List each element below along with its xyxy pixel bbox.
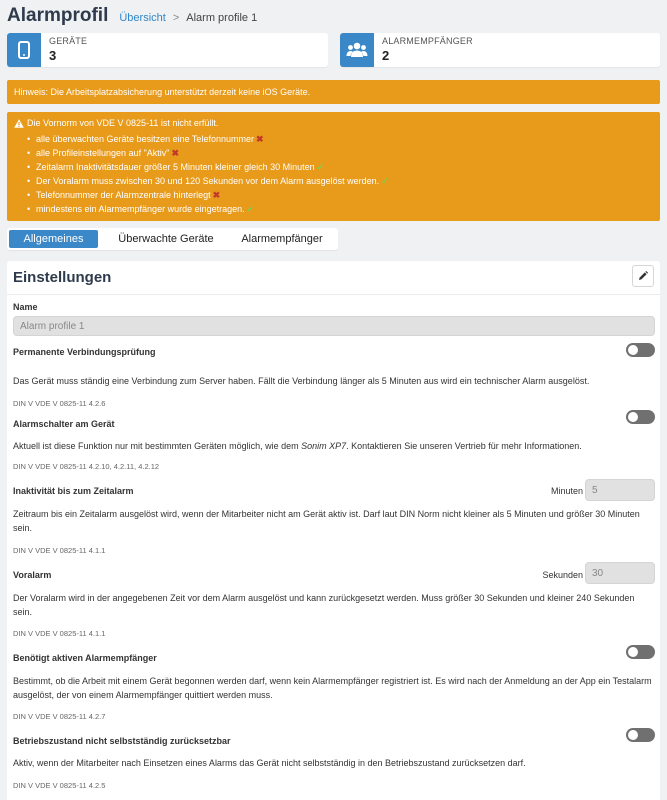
norm-check-item: • Zeitalarm Inaktivitätsdauer größer 5 Minuten kleiner gleich 30 Minuten ✓ xyxy=(36,160,660,174)
name-label: Name xyxy=(13,302,38,312)
breadcrumb-overview-link[interactable]: Übersicht xyxy=(119,12,166,24)
ios-notice: Hinweis: Die Arbeitsplatzabsicherung unterstützt derzeit keine iOS Geräte. xyxy=(7,80,660,104)
inactivity-desc: Zeitraum bis ein Zeitalarm ausgelöst wird, wenn der Mitarbeiter nicht am Gerät aktiv ist. Darf laut DIN Norm nicht kleiner als 5 Minuten und größer 30 Minuten sein. xyxy=(13,509,640,533)
permanent-connection-label: Permanente Verbindungsprüfung xyxy=(13,347,156,357)
inactivity-minutes-input[interactable] xyxy=(585,479,655,501)
permanent-connection-norm: DIN V VDE V 0825-11 4.2.6 xyxy=(13,399,106,408)
profile-tabs xyxy=(7,228,338,250)
prealarm-desc: Der Voralarm wird in der angegebenen Zeit vor dem Alarm ausgelöst und kann zurückgesetzt werden. Muss größer 30 Sekunden und kleiner 240 Sekunden sein. xyxy=(13,593,635,617)
warning-icon xyxy=(14,119,24,128)
inactivity-unit: Minuten xyxy=(550,486,583,496)
norm-check-item: • alle Profileinstellungen auf "Aktiv" ✖ xyxy=(36,146,660,160)
tab-alarm-recipients[interactable]: Alarmempfänger xyxy=(241,233,323,245)
warning-title: Die Vornorm von VDE V 0825-11 ist nicht erfüllt. xyxy=(27,118,219,128)
operating-state-desc: Aktiv, wenn der Mitarbeiter nach Einsetzen eines Alarms das Gerät nicht selbstständig in den Betriebszustand zurücksetzen darf. xyxy=(13,758,526,768)
active-recipient-toggle[interactable] xyxy=(626,645,655,659)
recipients-label: ALARMEMPFÄNGER xyxy=(382,36,473,46)
name-input[interactable] xyxy=(13,316,655,336)
devices-stat-card[interactable] xyxy=(7,33,328,67)
tab-general[interactable]: Allgemeines xyxy=(9,230,98,248)
edit-button[interactable] xyxy=(632,265,654,287)
devices-label: GERÄTE xyxy=(49,36,88,46)
cross-icon: ✖ xyxy=(212,190,221,200)
norm-check-item: • alle überwachten Geräte besitzen eine Telefonnummer ✖ xyxy=(36,132,660,146)
prealarm-label: Voralarm xyxy=(13,570,52,580)
norm-check-item: • Telefonnummer der Alarmzentrale hinterlegt ✖ xyxy=(36,188,660,202)
check-icon: ✓ xyxy=(381,176,389,186)
breadcrumb-current: Alarm profile 1 xyxy=(186,12,258,24)
settings-panel xyxy=(7,261,660,800)
active-recipient-label: Benötigt aktiven Alarmempfänger xyxy=(13,653,157,663)
devices-count: 3 xyxy=(49,48,57,63)
settings-title: Einstellungen xyxy=(13,269,112,286)
norm-warning-panel xyxy=(7,112,660,221)
tab-monitored-devices[interactable]: Überwachte Geräte xyxy=(118,233,214,245)
inactivity-norm: DIN V VDE V 0825-11 4.1.1 xyxy=(13,546,106,555)
operating-state-norm: DIN V VDE V 0825-11 4.2.5 xyxy=(13,781,106,790)
permanent-connection-desc: Das Gerät muss ständig eine Verbindung zum Server haben. Fällt die Verbindung länger als 5 Minuten aus wird ein technischer Alarm ausgelöst. xyxy=(13,376,590,386)
smartphone-icon xyxy=(7,33,41,67)
check-icon: ✓ xyxy=(316,162,325,172)
cross-icon: ✖ xyxy=(255,134,264,144)
alarm-switch-norm: DIN V VDE V 0825-11 4.2.10, 4.2.11, 4.2.12 xyxy=(13,462,160,471)
pencil-icon xyxy=(638,271,648,281)
prealarm-unit: Sekunden xyxy=(542,570,583,580)
recipients-stat-card[interactable] xyxy=(340,33,660,67)
inactivity-label: Inaktivität bis zum Zeitalarm xyxy=(13,486,134,496)
norm-check-item: • Der Voralarm muss zwischen 30 und 120 Sekunden vor dem Alarm ausgelöst werden. ✓ xyxy=(36,174,660,188)
prealarm-norm: DIN V VDE V 0825-11 4.1.1 xyxy=(13,629,106,638)
page-header xyxy=(7,5,257,27)
prealarm-seconds-input[interactable] xyxy=(585,562,655,584)
users-icon xyxy=(340,33,374,67)
active-recipient-desc: Bestimmt, ob die Arbeit mit einem Gerät begonnen werden darf, wenn kein Alarmempfänger registriert ist. Es wird nach der Anmeldung an der App ein Testalarm ausgelöst, der von einem Alarmempfänger quittiert werden muss. xyxy=(13,676,652,700)
recipients-count: 2 xyxy=(382,48,390,63)
alarm-switch-desc: Aktuell ist diese Funktion nur mit bestimmten Geräten möglich, wie dem Sonim XP7. Kontaktieren Sie unseren Vertrieb für mehr Informationen. xyxy=(13,441,582,451)
norm-check-item: • mindestens ein Alarmempfänger wurde eingetragen. ✓ xyxy=(36,202,660,216)
chevron-right-icon: > xyxy=(172,12,180,24)
alarm-switch-toggle[interactable] xyxy=(626,410,655,424)
settings-divider xyxy=(7,294,660,295)
norm-check-list xyxy=(14,132,660,216)
permanent-connection-toggle[interactable] xyxy=(626,343,655,357)
check-icon: ✓ xyxy=(246,204,255,214)
operating-state-toggle[interactable] xyxy=(626,728,655,742)
page-title: Alarmprofil xyxy=(7,5,109,26)
operating-state-label: Betriebszustand nicht selbstständig zurücksetzbar xyxy=(13,736,231,746)
active-recipient-norm: DIN V VDE V 0825-11 4.2.7 xyxy=(13,712,106,721)
cross-icon: ✖ xyxy=(171,148,180,158)
alarm-switch-label: Alarmschalter am Gerät xyxy=(13,419,115,429)
